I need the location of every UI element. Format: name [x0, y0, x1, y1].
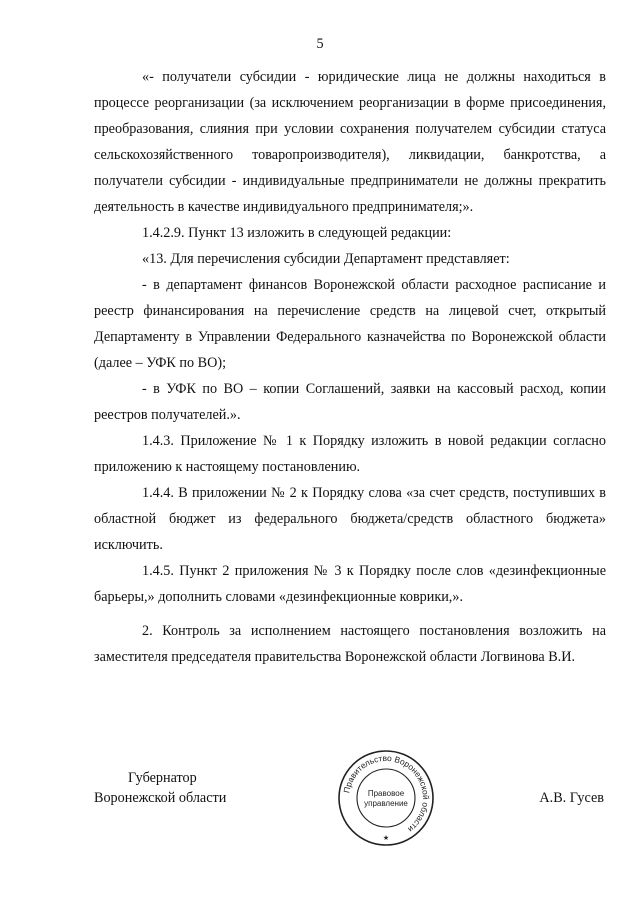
paragraph-1-4-2-9: 1.4.2.9. Пункт 13 изложить в следующей редакции:	[142, 225, 452, 241]
signatory-title-line1: Губернатор	[128, 770, 197, 786]
signatory-title	[94, 768, 226, 808]
paragraph-item-13: «13. Для перечисления субсидии Департамент представляет:	[142, 251, 510, 267]
paragraph-finance-department: - в департамент финансов Воронежской области расходное расписание и реестр финансирования на перечисление средств на лицевой счет, открытый Департаменту в Управлении Федерального казначейства по Воронежской области (далее – УФК по ВО);	[94, 277, 606, 371]
stamp-ring-text: Правительство Воронежской области	[341, 752, 432, 835]
document-body	[94, 64, 606, 670]
signatory-title-line2: Воронежской области	[94, 790, 227, 806]
paragraph-ufk: - в УФК по ВО – копии Соглашений, заявки на кассовый расход, копии реестров получателей.».	[94, 381, 606, 423]
paragraph-1-4-4: 1.4.4. В приложении № 2 к Порядку слова «за счет средств, поступивших в областной бюджет из федерального бюджета/средств областного бюджета» исключить.	[94, 485, 606, 553]
paragraph-recipients-conditions: «- получатели субсидии - юридические лица не должны находиться в процессе реорганизации (за исключением реорганизации в форме присоединения, преобразования, слияния при условии сохранения получателем субсидии статуса сельскохозяйственного товаропроизводителя), ликвидации, банкротства, а получатели субсидии - индивидуальные предприниматели не должны прекратить деятельность в качестве индивидуального предпринимателя;».	[94, 69, 606, 215]
paragraph-1-4-3: 1.4.3. Приложение № 1 к Порядку изложить в новой редакции согласно приложению к настоящему постановлению.	[94, 433, 606, 475]
legal-department-stamp	[336, 748, 436, 848]
signatory-name: А.В. Гусев	[539, 790, 604, 806]
paragraph-1-4-5: 1.4.5. Пункт 2 приложения № 3 к Порядку после слов «дезинфекционные барьеры,» дополнить словами «дезинфекционные коврики,».	[94, 563, 606, 605]
stamp-center-line1: Правовое	[367, 789, 405, 798]
page-number: 5	[316, 36, 324, 52]
stamp-star-icon: ★	[382, 834, 390, 842]
stamp-center-line2: управление	[364, 799, 408, 808]
paragraph-control: 2. Контроль за исполнением настоящего постановления возложить на заместителя председателя правительства Воронежской области Логвинова В.И.	[94, 623, 606, 665]
